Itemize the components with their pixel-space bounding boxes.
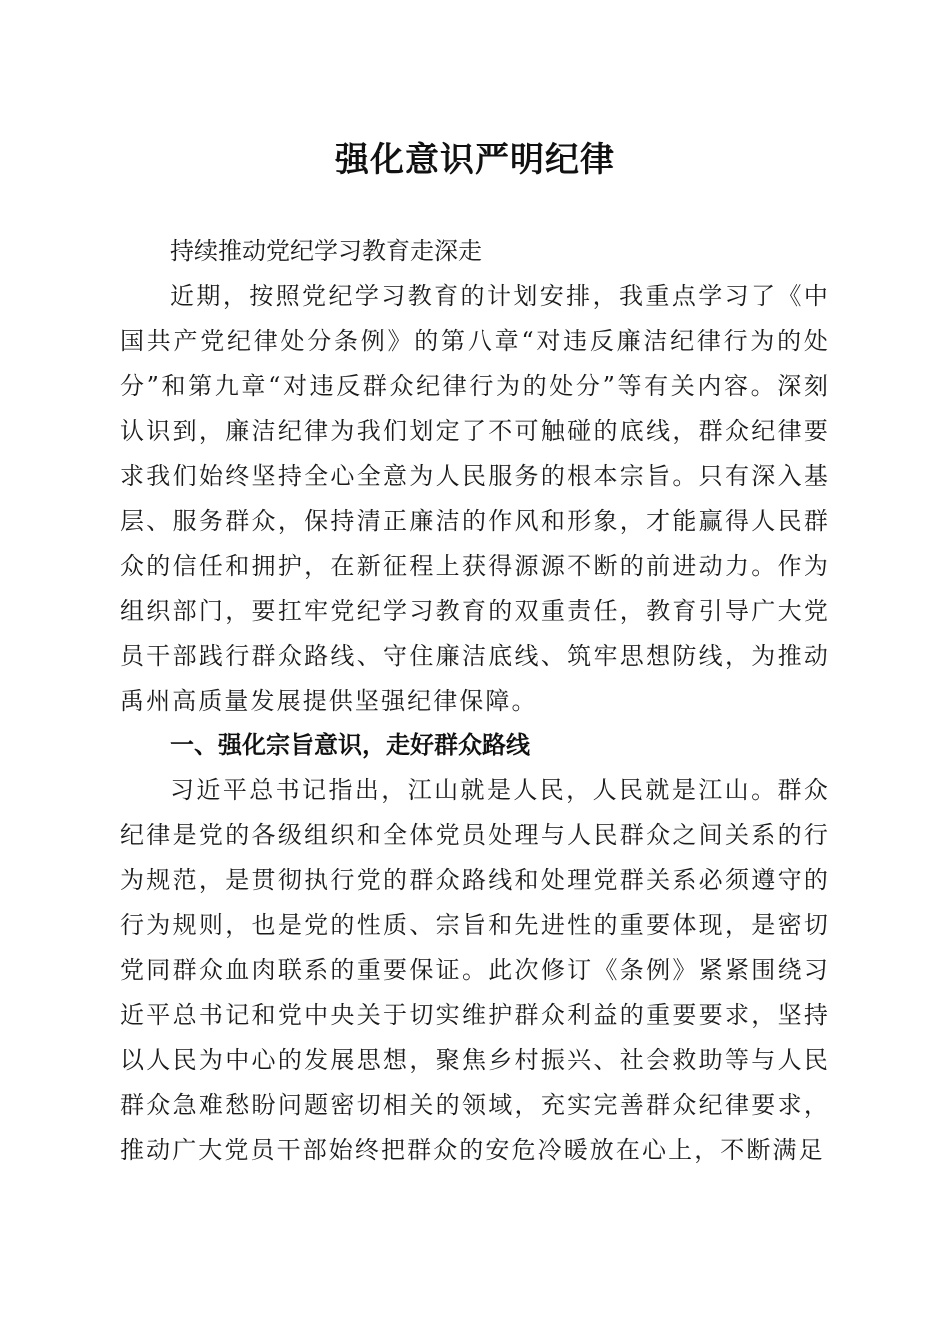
document-title: 强化意识严明纪律 — [335, 140, 615, 180]
section-paragraph: 习近平总书记指出，江山就是人民，人民就是江山。群众纪律是党的各级组织和全体党员处理与人民群众之间关系的行为规范，是贯彻执行党的群众路线和处理党群关系必须遵守的行为规则，也是党的性质、宗旨和先进性的重要体现，是密切党同群众血肉联系的重要保证。此次修订《条例》紧紧围绕习近平总书记和党中央关于切实维护群众利益的重要要求，坚持以人民为中心的发展思想，聚焦乡村振兴、社会救助等与人民群众急难愁盼问题密切相关的领域，充实完善群众纪律要求，推动广大党员干部始终把群众的安危冷暖放在心上，不断满足 — [120, 776, 830, 1164]
document-subtitle: 持续推动党纪学习教育走深走 — [170, 237, 482, 265]
section-heading: 一、强化宗旨意识，走好群众路线 — [170, 731, 530, 759]
intro-paragraph: 近期，按照党纪学习教育的计划安排，我重点学习了《中国共产党纪律处分条例》的第八章“对违反廉洁纪律行为的处分”和第九章“对违反群众纪律行为的处分”等有关内容。深刻认识到，廉洁纪律为我们划定了不可触碰的底线，群众纪律要求我们始终坚持全心全意为人民服务的根本宗旨。只有深入基层、服务群众，保持清正廉洁的作风和形象，才能赢得人民群众的信任和拥护，在新征程上获得源源不断的前进动力。作为组织部门，要扛牢党纪学习教育的双重责任，教育引导广大党员干部践行群众路线、守住廉洁底线、筑牢思想防线，为推动禹州高质量发展提供坚强纪律保障。 — [120, 282, 830, 715]
